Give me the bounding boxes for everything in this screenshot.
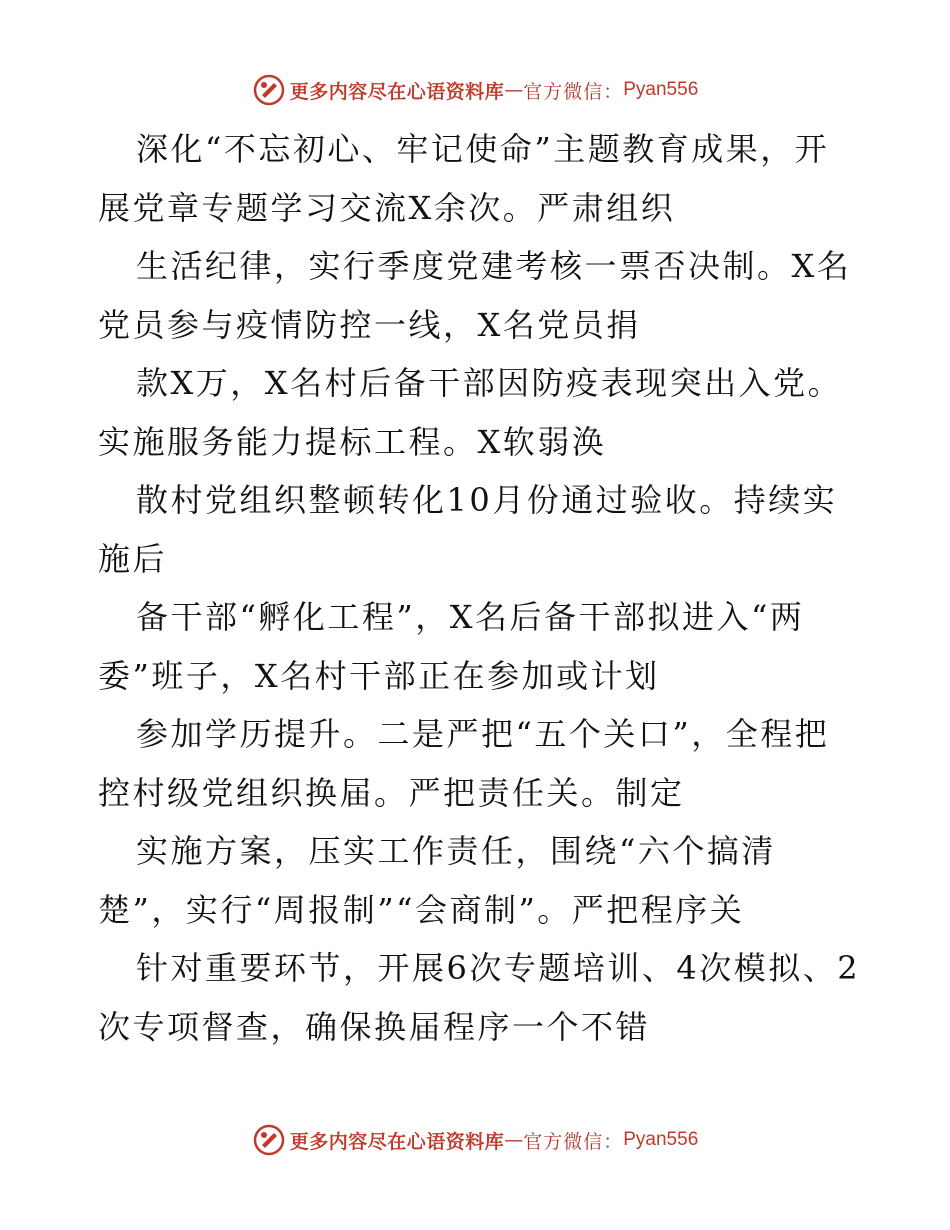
text-line: 备干部“孵化工程”，Ⅹ名后备干部拟进入“两 [136, 598, 805, 636]
text-line: 针对重要环节，开展6次专题培训、4次模拟、2 [136, 949, 861, 987]
text-line: 散村党组织整顿转化10月份通过验收。持续实 [136, 481, 838, 519]
header-watermark [0, 70, 950, 110]
watermark-text: 更多内容尽在心语资料库 [289, 1130, 505, 1153]
seal-logo-icon [252, 73, 286, 107]
seal-logo-icon [252, 1123, 286, 1157]
text-line: 楚”，实行“周报制”“会商制”。严把程序关 [98, 890, 745, 929]
watermark-dash: — [504, 79, 524, 101]
text-line: 款Ⅹ万，Ⅹ名村后备干部因防疫表现突出入党。 [136, 364, 843, 402]
text-line: 委”班子，Ⅹ名村干部正在参加或计划 [98, 656, 660, 695]
text-line: 党员参与疫情防控一线，Ⅹ名党员捐 [98, 305, 641, 344]
watermark-wechat-id: Pyan556 [623, 1129, 699, 1150]
text-line: 参加学历提升。二是严把“五个关口”，全程把 [136, 715, 830, 753]
watermark-text: 更多内容尽在心语资料库 [289, 80, 505, 103]
watermark-wechat-label: 官方微信： [523, 80, 624, 103]
watermark-dash: — [504, 1129, 524, 1151]
text-line: 次专项督查，确保换届程序一个不错 [98, 1007, 651, 1046]
text-line: 实施服务能力提标工程。Ⅹ软弱涣 [98, 422, 607, 461]
text-line: 实施方案，压实工作责任，围绕“六个搞清 [136, 832, 776, 870]
watermark-wechat-label: 官方微信： [523, 1130, 624, 1153]
text-line: 展党章专题学习交流Ⅹ余次。严肃组织 [98, 188, 676, 227]
text-line: 生活纪律，实行季度党建考核一票否决制。Ⅹ名 [136, 247, 852, 285]
text-line: 深化“不忘初心、牢记使命”主题教育成果，开 [136, 130, 830, 168]
watermark-wechat-id: Pyan556 [623, 79, 699, 100]
text-line: 控村级党组织换届。严把责任关。制定 [98, 773, 685, 812]
document-body [98, 120, 878, 1056]
text-line: 施后 [98, 539, 168, 578]
footer-watermark [0, 1120, 950, 1160]
